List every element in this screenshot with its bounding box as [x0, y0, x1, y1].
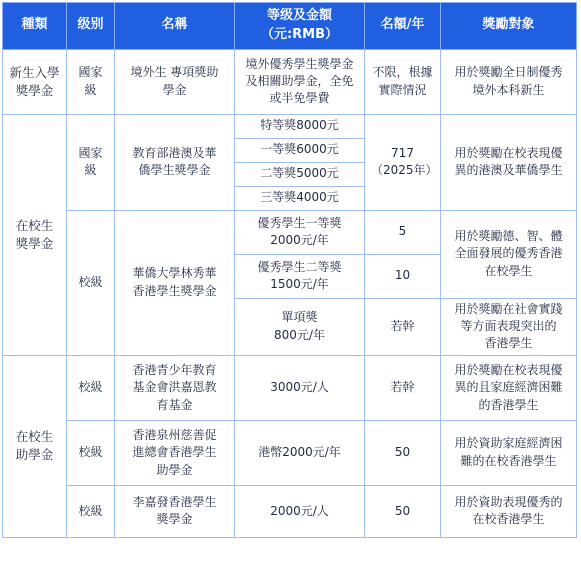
header-row: [3, 3, 577, 50]
amount-cell: 優秀學生一等獎 2000元/年: [235, 210, 365, 254]
quota-cell: 50: [365, 485, 441, 537]
table-row: [3, 420, 577, 485]
scholarship-name-cell: 香港泉州慈善促 進總會香港學生 助學金: [115, 420, 235, 485]
target-cell: 用於獎勵德、智、體 全面發展的優秀香港 在校學生: [441, 210, 577, 298]
target-cell: 用於資助家庭經濟困 難的在校香港學生: [441, 420, 577, 485]
quota-cell: 若幹: [365, 355, 441, 420]
header-category: 種類: [3, 3, 67, 50]
amount-tier-cell: 三等獎4000元: [235, 186, 365, 210]
quota-cell: 不限，根據 實際情況: [365, 49, 441, 114]
quota-cell: 若幹: [365, 298, 441, 355]
amount-cell: 3000元/人: [235, 355, 365, 420]
header-name: 名稱: [115, 3, 235, 50]
scholarship-name-cell: 李嘉發香港學生 獎學金: [115, 485, 235, 537]
table-row: [3, 355, 577, 420]
table-row: [3, 485, 577, 537]
amount-cell: 港幣2000元/年: [235, 420, 365, 485]
amount-tier-cell: 二等獎5000元: [235, 162, 365, 186]
scholarship-table: [2, 2, 577, 538]
scholarship-name-cell: 境外生 專項獎助 學金: [115, 49, 235, 114]
target-cell: 用於獎勵全日制優秀 境外本科新生: [441, 49, 577, 114]
category-cell: 在校生 助學金: [3, 355, 67, 537]
header-level: 级别: [67, 3, 115, 50]
quota-cell: 717 （2025年）: [365, 114, 441, 210]
level-cell: 國家級: [67, 49, 115, 114]
target-cell: 用於獎勵在校表現優 異的且家庭經濟困難 的香港學生: [441, 355, 577, 420]
scholarship-name-cell: 香港青少年教育 基金會洪嘉恩教 育基金: [115, 355, 235, 420]
amount-tier-cell: 特等獎8000元: [235, 114, 365, 138]
table-row: [3, 49, 577, 114]
header-quota: 名額/年: [365, 3, 441, 50]
level-cell: 校級: [67, 420, 115, 485]
category-cell: 新生入學 獎學金: [3, 49, 67, 114]
level-cell: 校級: [67, 355, 115, 420]
amount-cell: 優秀學生二等獎 1500元/年: [235, 254, 365, 298]
scholarship-name-cell: 教育部港澳及華 僑學生獎學金: [115, 114, 235, 210]
table-row: [3, 210, 577, 254]
level-cell: 國家級: [67, 114, 115, 210]
header-amount: 等级及金額 （元:RMB）: [235, 3, 365, 50]
category-cell: 在校生 獎學金: [3, 114, 67, 355]
quota-cell: 50: [365, 420, 441, 485]
target-cell: 用於資助表現優秀的 在校香港學生: [441, 485, 577, 537]
scholarship-name-cell: 華僑大學林秀華 香港學生獎學金: [115, 210, 235, 355]
amount-cell: 境外優秀學生獎學金 及相關助學金，全免 或半免學費: [235, 49, 365, 114]
amount-cell: 單項獎 800元/年: [235, 298, 365, 355]
table-row: [3, 114, 577, 138]
level-cell: 校級: [67, 485, 115, 537]
amount-cell: 2000元/人: [235, 485, 365, 537]
amount-tier-cell: 一等獎6000元: [235, 138, 365, 162]
header-target: 獎勵對象: [441, 3, 577, 50]
quota-cell: 5: [365, 210, 441, 254]
target-cell: 用於獎勵在校表現優 異的港澳及華僑學生: [441, 114, 577, 210]
level-cell: 校級: [67, 210, 115, 355]
target-cell: 用於獎勵在社會實踐 等方面表現突出的 香港學生: [441, 298, 577, 355]
quota-cell: 10: [365, 254, 441, 298]
